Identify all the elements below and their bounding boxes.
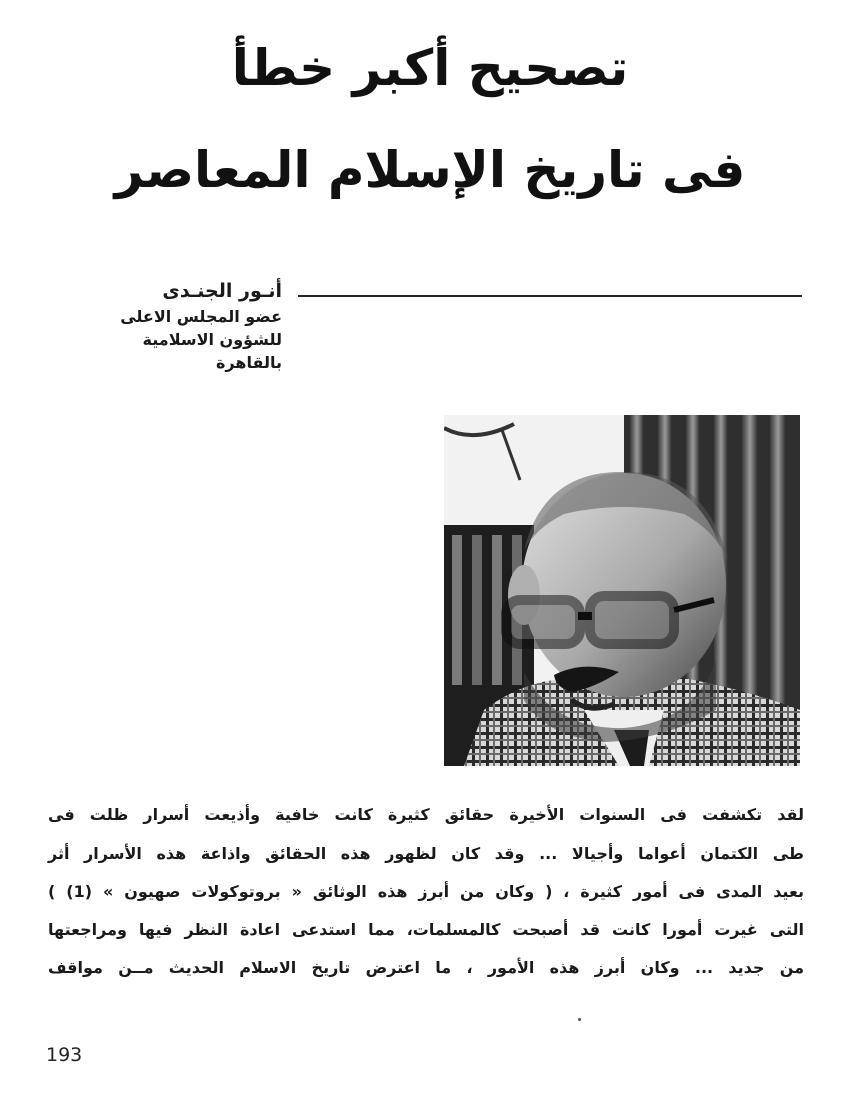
page-number: 193 xyxy=(46,1044,83,1066)
article-title-line-2: فى تاريخ الإسلام المعاصر xyxy=(114,141,746,199)
article-title-line-1: تصحيح أكبر خطأ xyxy=(231,39,629,97)
author-name: أنـور الجنـدى xyxy=(162,280,282,302)
author-title-line: للشؤون الاسلامية xyxy=(142,330,282,349)
body-text-line: بعيد المدى فى أمور كثيرة ، ( وكان من أبرز هذه الوثائق « بروتوكولات صهيون » (1) ) xyxy=(48,882,805,901)
author-divider xyxy=(298,295,802,297)
body-text-line: طى الكتمان أعواما وأجيالا ... وقد كان لظهور هذه الحقائق واذاعة هذه الأسرار أثر xyxy=(48,844,804,863)
body-text-line: لقد تكشفت فى السنوات الأخيرة حقائق كثيرة كانت خافية وأذيعت أسرار ظلت فى xyxy=(48,805,804,824)
author-title-line: بالقاهرة xyxy=(215,353,282,372)
author-portrait-photo xyxy=(444,410,800,766)
print-speck xyxy=(578,1018,581,1021)
body-text-line: من جديد ... وكان أبرز هذه الأمور ، ما اعترض تاريخ الاسلام الحديث مــن مواقف xyxy=(48,958,804,977)
author-title-line: عضو المجلس الاعلى xyxy=(120,307,282,326)
body-text-line: التى غيرت أمورا كانت قد أصبحت كالمسلمات، مما استدعى اعادة النظر فيها ومراجعتها xyxy=(48,920,804,939)
